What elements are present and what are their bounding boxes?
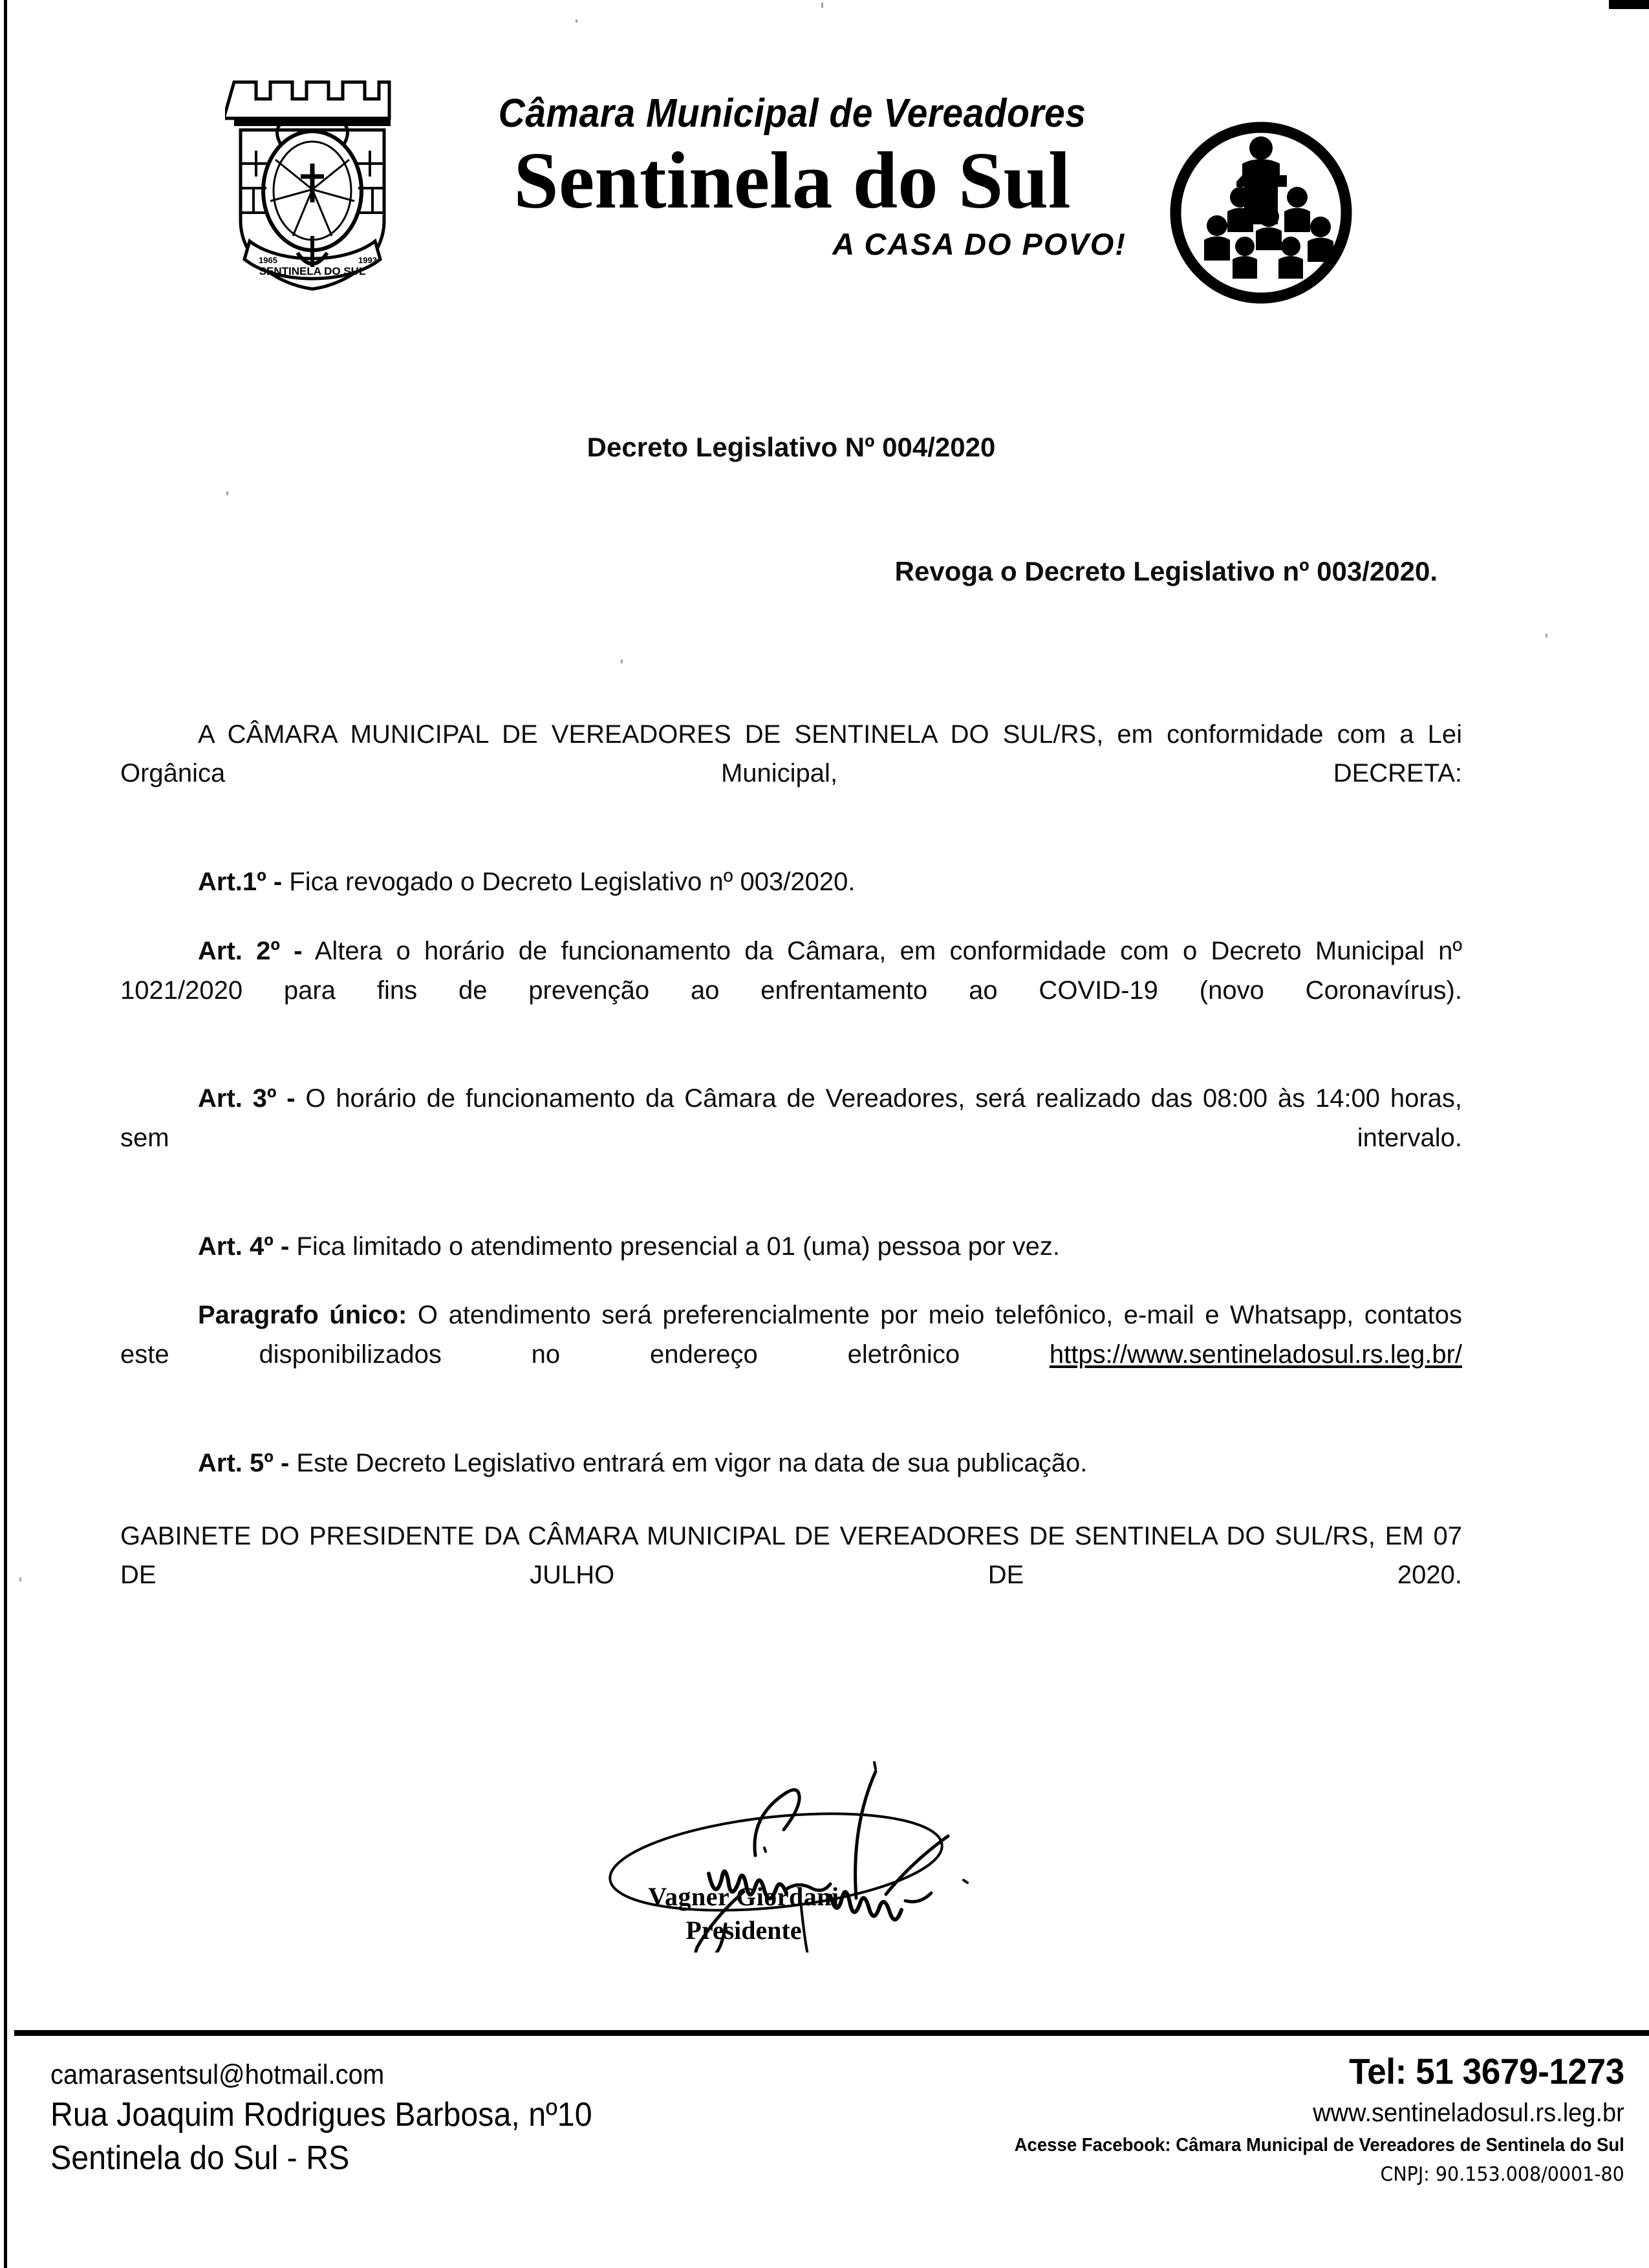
footer-cnpj: CNPJ: 90.153.008/0001-80: [1380, 2163, 1624, 2187]
article-text-5: Este Decreto Legislativo entrará em vigor na data de sua publicação.: [289, 1448, 1088, 1477]
article-text-1: Fica revogado o Decreto Legislativo nº 003/2020.: [282, 868, 856, 897]
letterhead-line-city: Sentinela do Sul: [513, 136, 1071, 226]
signature-block: [582, 1707, 1073, 1952]
chamber-assembly-emblem-icon: [1158, 108, 1364, 315]
article-label-4: Art. 4º -: [198, 1232, 290, 1261]
article-text-paragrafo-unico: O atendimento será preferencialmente por meio telefônico, e-mail e Whatsapp, contatos este disponibilizados no endereço eletrônico: [120, 1301, 1462, 1369]
footer-city: Sentinela do Sul - RS: [50, 2139, 350, 2177]
page-left-edge-artifact: [4, 0, 7, 2268]
article-text-3: O horário de funcionamento da Câmara de Vereadores, será realizado das 08:00 às 14:00 horas, sem intervalo.: [120, 1084, 1462, 1153]
paragraph-art-1: [120, 862, 1462, 902]
letterhead-line-institution: Câmara Municipal de Vereadores: [498, 91, 1086, 136]
article-label-3: Art. 3º -: [198, 1084, 296, 1113]
article-label-1: Art.1º -: [198, 868, 283, 897]
scan-speck: [19, 1578, 21, 1581]
decree-subtitle: Revoga o Decreto Legislativo nº 003/2020.: [894, 555, 1438, 586]
svg-text:1993: 1993: [358, 255, 377, 265]
paragraph-paragrafo-unico: [120, 1296, 1462, 1413]
scan-speck: [821, 3, 823, 8]
footer-website: www.sentineladosul.rs.leg.br: [1313, 2099, 1624, 2128]
website-link[interactable]: https://www.sentineladosul.rs.leg.br/: [1049, 1340, 1462, 1369]
letterhead-line-slogan: A CASA DO POVO!: [832, 227, 1126, 262]
document-body: [120, 427, 1462, 1634]
article-text-2: Altera o horário de funcionamento da Câmara, em conformidade com o Decreto Municipal nº 1021/2020 para fins de prevenção ao enfrentamento ao COVID-19 (novo Coronavírus).: [120, 936, 1462, 1005]
footer-contact-right: [1015, 2049, 1624, 2187]
article-label-2: Art. 2º -: [198, 936, 303, 965]
svg-text:SENTINELA DO SUL: SENTINELA DO SUL: [259, 265, 366, 277]
letterhead-title-block: [453, 91, 1132, 262]
paragraph-art-2: [120, 932, 1462, 1049]
paragraph-art-5: [120, 1444, 1462, 1483]
footer: [0, 2043, 1649, 2256]
scan-speck: [576, 19, 577, 23]
letterhead: [0, 55, 1649, 326]
signatory-role: Presidente: [685, 1916, 802, 1945]
footer-contact-left: [50, 2057, 592, 2181]
paragraph-art-4: [120, 1227, 1462, 1267]
footer-divider: [14, 2030, 1649, 2036]
svg-text:1965: 1965: [259, 255, 277, 265]
footer-phone: Tel: 51 3679-1273: [1349, 2051, 1624, 2091]
footer-address: Rua Joaquim Rodrigues Barbosa, nº10: [50, 2095, 592, 2134]
page-top-right-scan-mark: [1609, 0, 1649, 9]
signatory-name: Vagner Giordani: [648, 1882, 839, 1911]
paragraph-art-3: [120, 1079, 1462, 1197]
article-label-paragrafo-unico: Paragrafo único:: [198, 1301, 407, 1330]
footer-email: camarasentsul@hotmail.com: [50, 2059, 385, 2090]
paragraph-intro: A CÂMARA MUNICIPAL DE VEREADORES DE SENTINELA DO SUL/RS, em conformidade com a Lei Orgânica Municipal, DECRETA:: [120, 720, 1462, 788]
decree-title: Decreto Legislativo Nº 004/2020: [587, 432, 996, 462]
article-text-4: Fica limitado o atendimento presencial a 01 (uma) pessoa por vez.: [289, 1232, 1061, 1261]
coat-of-arms-icon: [225, 74, 400, 294]
article-label-5: Art. 5º -: [198, 1448, 290, 1477]
scan-speck: [1546, 634, 1547, 637]
paragraph-closing: GABINETE DO PRESIDENTE DA CÂMARA MUNICIPAL DE VEREADORES DE SENTINELA DO SUL/RS, EM 07 DE JULHO DE 2020.: [120, 1521, 1462, 1590]
footer-facebook: Acesse Facebook: Câmara Municipal de Vereadores de Sentinela do Sul: [1014, 2135, 1624, 2156]
